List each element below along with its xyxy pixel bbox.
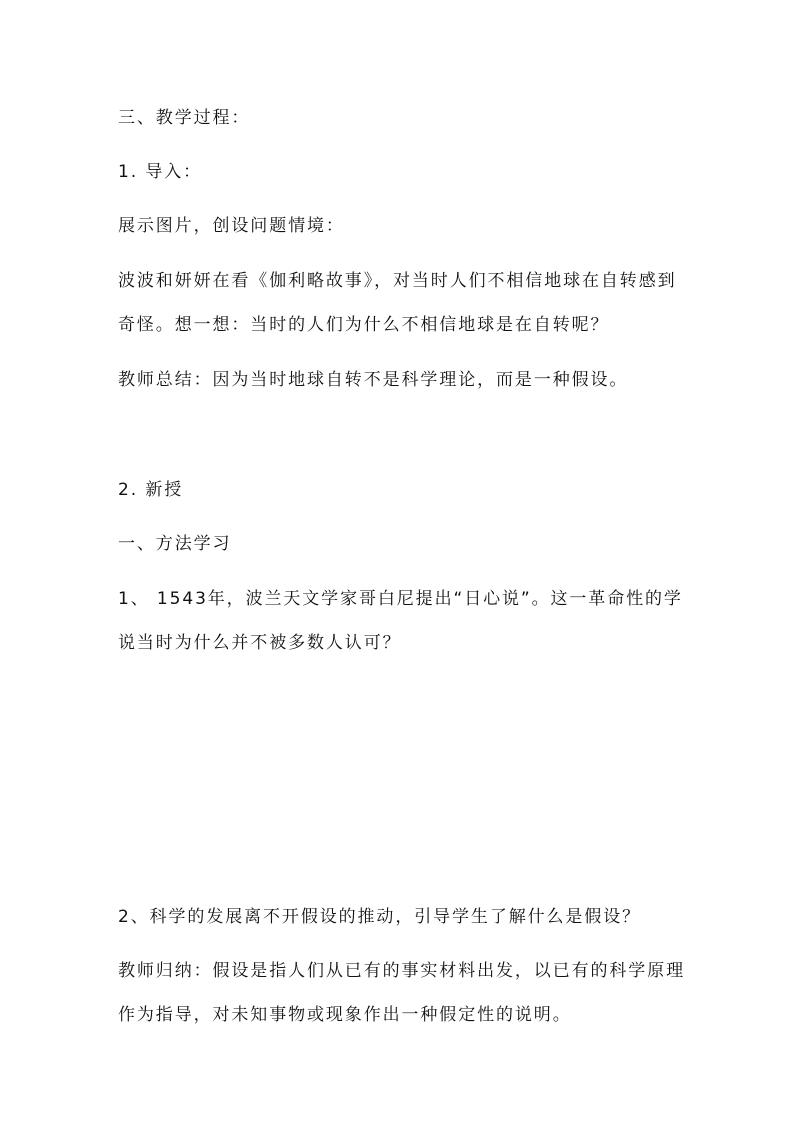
paragraph-line: 教师归纳：假设是指人们从已有的事实材料出发，以已有的科学原理	[118, 961, 685, 981]
section-heading-teaching-process: 三、教学过程：	[118, 108, 251, 128]
subheading-method-learning: 一、方法学习	[118, 534, 232, 554]
paragraph-line: 作为指导，对未知事物或现象作出一种假定性的说明。	[118, 1005, 572, 1025]
subheading-introduction: 1. 导入：	[118, 162, 203, 182]
paragraph-line: 教师总结：因为当时地球自转不是科学理论，而是一种假设。	[118, 370, 629, 390]
paragraph-line: 波波和妍妍在看《伽利略故事》，对当时人们不相信地球在自转感到	[118, 271, 677, 291]
paragraph-line: 2、科学的发展离不开假设的推动，引导学生了解什么是假设？	[118, 907, 642, 927]
paragraph-line: 展示图片，创设问题情境：	[118, 216, 345, 236]
paragraph-line: 1、 1543年，波兰天文学家哥白尼提出“日心说”。这一革命性的学	[118, 589, 683, 609]
subheading-new-lesson: 2. 新授	[118, 480, 184, 500]
paragraph-line: 奇怪。想一想：当时的人们为什么不相信地球是在自转呢？	[118, 315, 610, 335]
paragraph-line: 说当时为什么并不被多数人认可？	[118, 633, 402, 653]
